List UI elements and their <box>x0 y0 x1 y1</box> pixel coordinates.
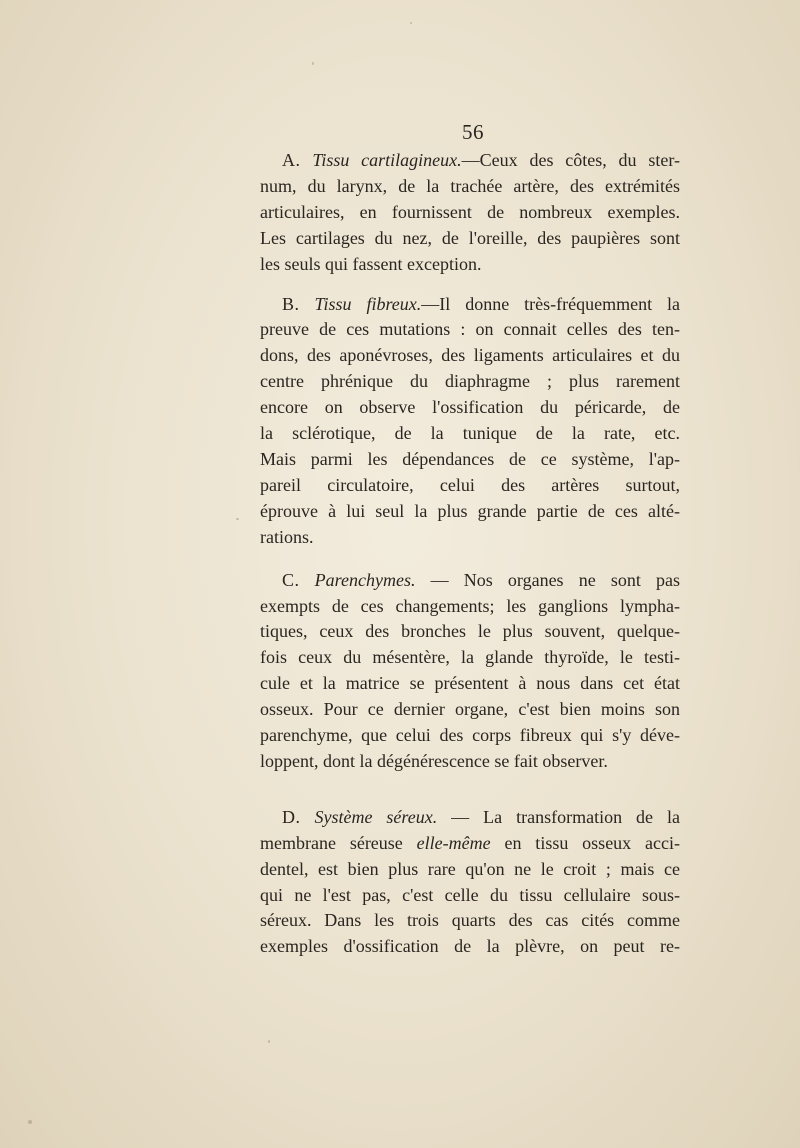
section-letter: B. <box>282 293 300 314</box>
paragraph-a-first-line <box>260 148 680 174</box>
text-line: encore on observe l'ossification du péricarde, de <box>260 397 680 418</box>
section-title: Tissu cartilagineux. <box>312 150 462 170</box>
text-line: qui ne l'est pas, c'est celle du tissu cellulaire sous- <box>260 884 680 905</box>
text-line: parenchyme, que celui des corps fibreux qui s'y déve- <box>260 725 680 746</box>
body-text <box>260 148 680 960</box>
paragraph-d-second-line <box>260 831 680 857</box>
text-line: osseux. Pour ce dernier organe, c'est bien moins son <box>260 699 680 720</box>
paragraph-c <box>260 568 680 775</box>
text-line: tiques, ceux des bronches le plus souvent, quelque- <box>260 621 680 642</box>
paper-speck <box>236 518 239 520</box>
paper-speck <box>410 22 412 24</box>
section-letter: A. <box>282 150 301 170</box>
text-line: séreux. Dans les trois quarts des cas cités comme <box>260 910 680 931</box>
text-line: articulaires, en fournissent de nombreux exemples. <box>260 201 680 222</box>
text-line: exempts de ces changements; les ganglions lympha- <box>260 595 680 616</box>
paragraph-b-first-line <box>260 292 680 318</box>
section-title: Système séreux. <box>314 806 438 827</box>
text-line: num, du larynx, de la trachée artère, des extrémités <box>260 175 680 196</box>
section-letter: D. <box>282 806 301 827</box>
section-title: Parenchymes. <box>314 569 416 590</box>
paragraph-a <box>260 148 680 278</box>
paper-speck <box>28 1120 32 1124</box>
text-line: les seuls qui fassent exception. <box>260 253 482 274</box>
text-line: Mais parmi les dépendances de ce système, l'ap- <box>260 448 680 469</box>
paper-speck <box>268 1040 270 1043</box>
text-line: Les cartilages du nez, de l'oreille, des paupières sont <box>260 227 680 248</box>
text-line: dons, des aponévroses, des ligaments articulaires et du <box>260 345 680 366</box>
text-line: preuve de ces mutations : on connait celles des ten- <box>260 319 680 340</box>
paragraph-c-first-line <box>260 568 680 594</box>
text-line: — La transformation de la <box>437 806 680 827</box>
section-letter: C. <box>282 569 300 590</box>
text-line: cule et la matrice se présentent à nous dans cet état <box>260 673 680 694</box>
text-line: exemples d'ossification de la plèvre, on peut re- <box>260 936 680 957</box>
text-line: pareil circulatoire, celui des artères surtout, <box>260 474 680 495</box>
text-line: —Il donne très-fréquemment la <box>421 293 681 314</box>
section-title: Tissu fibreux. <box>314 293 422 314</box>
text-fragment: membrane séreuse <box>260 832 417 853</box>
emphasis-text: elle-même <box>416 832 491 853</box>
paper-speck <box>312 62 314 65</box>
paragraph-d-first-line <box>260 805 680 831</box>
text-line: loppent, dont la dégénérescence se fait observer. <box>260 750 608 771</box>
text-line: centre phrénique du diaphragme ; plus rarement <box>260 371 680 392</box>
text-line: éprouve à lui seul la plus grande partie de ces alté- <box>260 500 680 521</box>
text-fragment: en tissu osseux acci- <box>490 832 680 853</box>
text-line: rations. <box>260 526 314 547</box>
text-line: fois ceux du mésentère, la glande thyroïde, le testi- <box>260 647 680 668</box>
text-line: dentel, est bien plus rare qu'on ne le croit ; mais ce <box>260 858 680 879</box>
paragraph-d <box>260 805 680 960</box>
text-line: —Ceux des côtes, du ster- <box>461 150 680 170</box>
paragraph-b <box>260 292 680 551</box>
page-number: 56 <box>462 120 484 144</box>
text-line: la sclérotique, de la tunique de la rate, etc. <box>260 423 680 444</box>
text-line: — Nos organes ne sont pas <box>415 569 680 590</box>
